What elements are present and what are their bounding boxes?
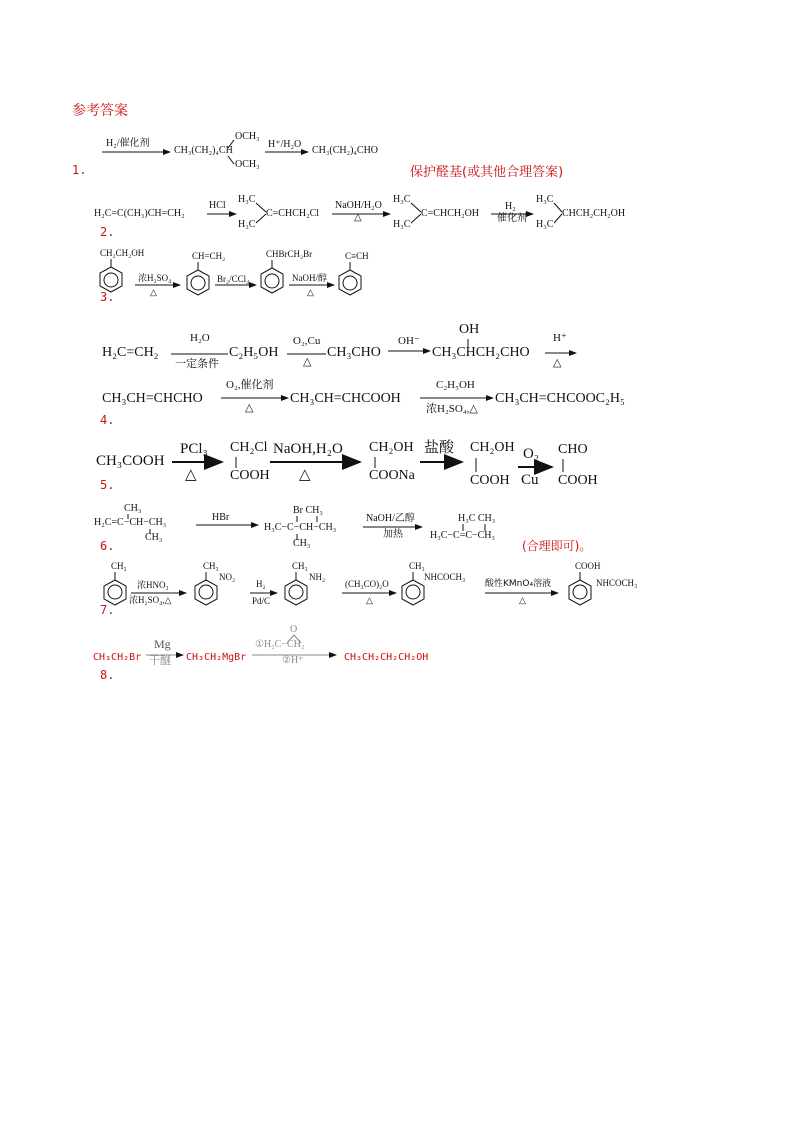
carboxyl: COOH bbox=[575, 561, 601, 571]
bond bbox=[554, 203, 562, 212]
methyl: CH₃ bbox=[409, 561, 425, 571]
benzene-ring bbox=[104, 572, 126, 605]
substituent-bottom: OCH₃ bbox=[235, 159, 260, 170]
starting-material: H₂C=C−CH−CH₃ bbox=[94, 517, 167, 528]
reagent: ①H₂C−CH₂ bbox=[255, 639, 305, 650]
methyl-top: H₃C bbox=[238, 194, 256, 205]
product: CHCH₂CH₂OH bbox=[562, 208, 626, 219]
reagent: O₂,Cu bbox=[293, 335, 321, 347]
benzene-ring bbox=[195, 572, 217, 605]
substituent-top: OCH₃ bbox=[235, 131, 260, 142]
amino: NH₂ bbox=[309, 572, 326, 582]
intermediate: C₂H₅OH bbox=[229, 345, 279, 360]
bond bbox=[411, 214, 421, 223]
condition: △ bbox=[354, 212, 362, 223]
benzene-ring bbox=[285, 572, 307, 605]
reagent: (CH₃CO)₂O bbox=[345, 579, 389, 589]
substituents-top: H₃C CH₃ bbox=[458, 513, 496, 524]
starting-material: H₂C=CH₂ bbox=[102, 345, 159, 360]
reagent: 浓H₂SO₄ bbox=[138, 273, 172, 283]
intermediate: C=CHCH₂OH bbox=[421, 208, 480, 219]
page-title: 参考答案 bbox=[72, 103, 128, 119]
intermediate: CH₃CH₂MgBr bbox=[186, 652, 247, 663]
benzene-ring bbox=[339, 262, 361, 295]
reagent: O₂,催化剂 bbox=[226, 379, 274, 391]
item-number: 1. bbox=[72, 163, 87, 177]
condition: 浓H₂SO₄,△ bbox=[129, 595, 172, 605]
bond bbox=[256, 203, 266, 212]
condition: 浓H₂SO₄,△ bbox=[426, 403, 478, 415]
condition: 一定条件 bbox=[175, 357, 219, 370]
bond bbox=[228, 140, 234, 148]
reagent: ②H⁺ bbox=[282, 655, 304, 666]
methyl-bottom: CH₃ bbox=[293, 538, 311, 549]
condition: △ bbox=[519, 595, 526, 605]
reagent: O₂ bbox=[523, 446, 540, 462]
bond bbox=[554, 214, 562, 223]
side-chain: CH=CH₂ bbox=[192, 251, 226, 261]
acetamido: NHCOCH₃ bbox=[596, 578, 638, 588]
item-number: 3. bbox=[100, 290, 115, 304]
condition: △ bbox=[366, 595, 373, 605]
side-chain: C≡CH bbox=[345, 251, 369, 261]
group-top: CHO bbox=[558, 442, 588, 457]
reagent: H₂O bbox=[190, 332, 210, 344]
reagent: H₂/催化剂 bbox=[106, 138, 150, 149]
product: CH₃CH₂CH₂CH₂OH bbox=[344, 652, 429, 663]
methyl: CH₃ bbox=[111, 561, 127, 571]
reagent: H₂ bbox=[256, 579, 266, 589]
catalyst: 催化剂 bbox=[497, 213, 527, 224]
group-bottom: COONa bbox=[369, 468, 415, 483]
methyl: CH₃ bbox=[203, 561, 219, 571]
catalyst: Pd/C bbox=[252, 596, 271, 606]
epoxide-oxygen: O bbox=[290, 624, 298, 635]
benzene-ring bbox=[569, 572, 591, 605]
methyl-bottom: H₃C bbox=[536, 219, 554, 230]
substituents-top: Br CH₃ bbox=[293, 505, 323, 516]
condition: △ bbox=[185, 467, 197, 483]
nitro: NO₂ bbox=[219, 572, 236, 582]
condition: △ bbox=[553, 357, 562, 369]
item-number: 6. bbox=[100, 539, 115, 553]
bond bbox=[228, 156, 234, 164]
reagent: HBr bbox=[212, 512, 230, 523]
reagent: Mg bbox=[154, 637, 171, 651]
starting-material: CH₃CH₂Br bbox=[93, 652, 142, 663]
reagent: NaOH,H₂O bbox=[273, 441, 343, 457]
item-number: 5. bbox=[100, 478, 115, 492]
reagent: H⁺ bbox=[553, 332, 567, 344]
reagent: 酸性KMnO₄溶液 bbox=[485, 579, 552, 589]
item-number: 8. bbox=[100, 668, 115, 682]
condition: △ bbox=[245, 402, 254, 414]
bond bbox=[411, 203, 421, 212]
item-number: 7. bbox=[100, 603, 115, 617]
group-bottom: COOH bbox=[558, 473, 598, 488]
catalyst: Cu bbox=[521, 472, 539, 488]
intermediate: CH₃CH=CHCHO bbox=[102, 391, 203, 406]
methyl-bottom: CH₃ bbox=[145, 532, 163, 543]
intermediate: CH₃(CH₂)₄CH bbox=[174, 145, 233, 156]
reagent: H⁺/H₂O bbox=[268, 139, 302, 150]
intermediate: CH₃CHO bbox=[327, 345, 381, 360]
intermediate: CH₃CHCH₂CHO bbox=[432, 345, 530, 360]
item-number: 4. bbox=[100, 413, 115, 427]
item-number: 2. bbox=[100, 225, 115, 239]
condition: △ bbox=[150, 287, 157, 297]
reagent: NaOH/醇 bbox=[292, 273, 327, 283]
product: CH₃CH=CHCOOC₂H₅ bbox=[495, 391, 625, 406]
reagent: H₂ bbox=[505, 201, 516, 212]
reagent: 浓HNO₃ bbox=[137, 580, 169, 590]
starting-material: H₂C=C(CH₃)CH=CH₂ bbox=[94, 208, 185, 219]
bond bbox=[256, 214, 266, 223]
condition: △ bbox=[299, 467, 311, 483]
acetamido: NHCOCH₃ bbox=[424, 572, 466, 582]
starting-material: CH₃COOH bbox=[96, 453, 165, 469]
methyl-top: H₃C bbox=[536, 194, 554, 205]
methyl-bottom: H₃C bbox=[238, 219, 256, 230]
group-top: CH₂Cl bbox=[230, 440, 268, 455]
methyl-top: H₃C bbox=[393, 194, 411, 205]
reagent: OH⁻ bbox=[398, 335, 420, 347]
solvent: 干醚 bbox=[149, 654, 171, 667]
reagent: Br₂/CCl₄ bbox=[217, 274, 250, 284]
methyl-bottom: H₃C bbox=[393, 219, 411, 230]
product: H₃C−C=C−CH₃ bbox=[430, 530, 496, 541]
reagent: NaOH/H₂O bbox=[335, 200, 382, 211]
product: CH₃(CH₂)₄CHO bbox=[312, 145, 379, 156]
intermediate: C=CHCH₂Cl bbox=[266, 208, 320, 219]
note: 保护醛基(或其他合理答案) bbox=[410, 165, 564, 180]
group-bottom: COOH bbox=[470, 473, 510, 488]
reagent: 盐酸 bbox=[424, 438, 455, 456]
intermediate: CH₃CH=CHCOOH bbox=[290, 391, 401, 406]
condition: 加热 bbox=[383, 529, 403, 540]
group-top: CH₂OH bbox=[470, 440, 515, 455]
condition: △ bbox=[307, 287, 314, 297]
hydroxyl: OH bbox=[459, 322, 480, 337]
reagent: PCl₃ bbox=[180, 441, 208, 457]
reagent: C₂H₅OH bbox=[436, 379, 475, 391]
benzene-ring bbox=[402, 572, 424, 605]
benzene-ring bbox=[187, 262, 209, 295]
side-chain: CHBrCH₂Br bbox=[266, 249, 313, 259]
condition: △ bbox=[303, 356, 312, 368]
methyl-top: CH₃ bbox=[124, 503, 142, 514]
reagent: NaOH/乙醇 bbox=[366, 513, 415, 524]
side-chain: CH₂CH₂OH bbox=[100, 248, 145, 258]
epoxide-bond bbox=[287, 635, 301, 643]
group-bottom: COOH bbox=[230, 468, 270, 483]
group-top: CH₂OH bbox=[369, 440, 414, 455]
intermediate: H₃C−C−CH−CH₃ bbox=[264, 522, 337, 533]
reagent: HCl bbox=[209, 200, 226, 211]
benzene-ring bbox=[100, 259, 122, 292]
benzene-ring bbox=[261, 260, 283, 293]
note: (合理即可)。 bbox=[522, 539, 592, 553]
methyl: CH₃ bbox=[292, 561, 308, 571]
